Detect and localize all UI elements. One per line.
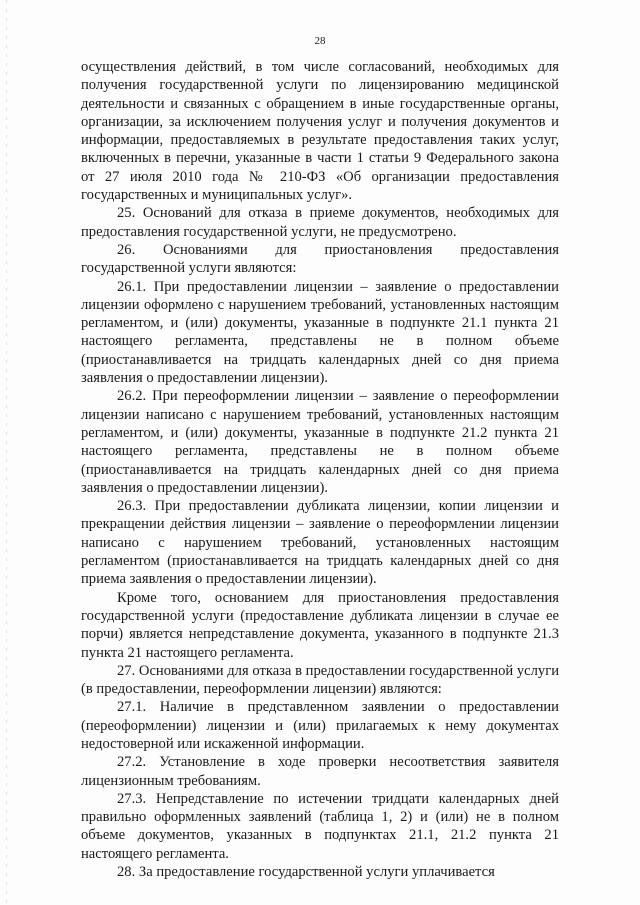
- paragraph-26-additional: Кроме того, основанием для приостановления предоставления государственной услуги (предоставление дубликата лицензии в случае ее порчи) является непредставление документа, указанного в подпункте 21.3 пункта 21 настоящего регламента.: [81, 589, 559, 661]
- paragraph-27-1: 27.1. Наличие в представленном заявлении о предоставлении (переоформлении) лицензии и (или) прилагаемых к нему документах недостоверной или искаженной информации.: [81, 699, 559, 752]
- paragraph-26-3: 26.3. При предоставлении дубликата лицензии, копии лицензии и прекращении действия лицензии – заявление о переоформлении лицензии написано с нарушением требований, установленных настоящим регламентом (приостанавливается на тридцать календарных дней со дня приема заявления о предоставлении лицензии).: [81, 498, 559, 588]
- scan-edge-mark: [6, 0, 7, 905]
- page-number: 28: [314, 35, 326, 47]
- paragraph-continuation: осуществления действий, в том числе согласований, необходимых для получения государственной услуги по лицензированию медицинской деятельности и связанных с обращением в иные государственные органы, организации, за исключением получения услуг и получения документов и информации, предоставляемых в результате предоставления таких услуг, включенных в перечни, указанные в части 1 статьи 9 Федерального закона от 27 июля 2010 года № 210-ФЗ «Об организации предоставления государственных и муниципальных услуг».: [81, 59, 559, 204]
- paragraph-27-3: 27.3. Непредставление по истечении тридцати календарных дней правильно оформленных заявлений (таблица 1, 2) и (или) не в полном объеме документов, указанных в подпунктах 21.1, 21.2 пункта 21 настоящего регламента.: [81, 790, 559, 862]
- paragraph-27: 27. Основаниями для отказа в предоставлении государственной услуги (в предоставлении, переоформлении лицензии) являются:: [81, 662, 559, 698]
- document-body: [81, 58, 559, 881]
- paragraph-26-1: 26.1. При предоставлении лицензии – заявление о предоставлении лицензии оформлено с нарушением требований, установленных настоящим регламентом, и (или) документы, указанные в подпункте 21.1 пункта 21 настоящего регламента, представлены не в полном объеме (приостанавливается на тридцать календарных дней со дня приема заявления о предоставлении лицензии).: [81, 278, 559, 387]
- paragraph-26: 26. Основаниями для приостановления предоставления государственной услуги являются:: [81, 241, 559, 277]
- paragraph-25: 25. Оснований для отказа в приеме документов, необходимых для предоставления государственной услуги, не предусмотрено.: [81, 205, 559, 240]
- paragraph-27-2: 27.2. Установление в ходе проверки несоответствия заявителя лицензионным требованиям.: [81, 754, 559, 789]
- paragraph-26-2: 26.2. При переоформлении лицензии – заявление о переоформлении лицензии написано с нарушением требований, установленных настоящим регламентом, и (или) документы, указанные в подпункте 21.2 пункта 21 настоящего регламента, представлены не в полном объеме (приостанавливается на тридцать календарных дней со дня приема заявления о предоставлении лицензии).: [81, 388, 559, 496]
- paragraph-28: 28. За предоставление государственной услуги уплачивается: [117, 864, 495, 881]
